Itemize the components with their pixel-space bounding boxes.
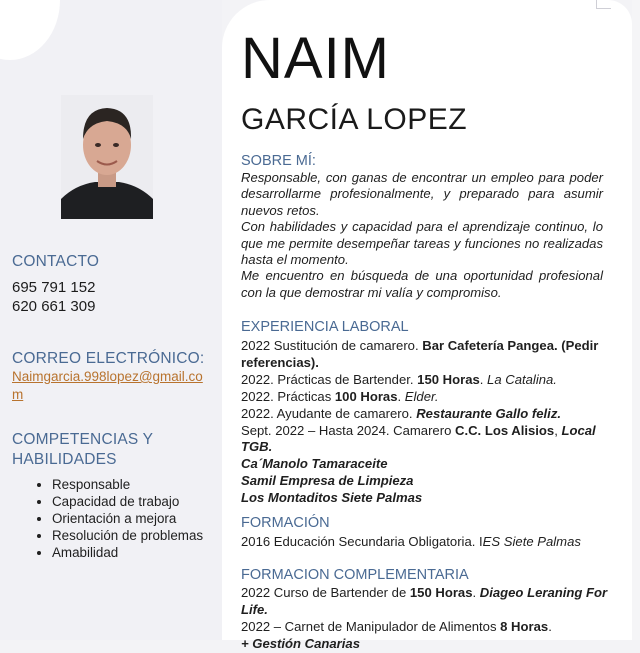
about-text	[241, 170, 603, 301]
about-paragraph: Me encuentro en búsqueda de una oportunidad profesional con la que demostrar mi valía y compromiso.	[241, 268, 603, 300]
about-paragraph: Con habilidades y capacidad para el aprendizaje continuo, lo que me permite desempeñar tareas y funciones no realizadas hasta el momento.	[241, 219, 603, 268]
complementary-heading: FORMACION COMPLEMENTARIA	[241, 567, 469, 583]
complementary-item: 2022 – Carnet de Manipulador de Alimentos 8 Horas.	[241, 618, 552, 634]
first-name: NAIM	[241, 26, 390, 91]
last-name: GARCÍA LOPEZ	[241, 103, 468, 136]
skills-heading-line-1: COMPETENCIAS Y	[12, 431, 154, 448]
experience-item: 2022. Prácticas de Bartender. 150 Horas. La Catalina.	[241, 371, 557, 387]
skill-item: • Capacidad de trabajo	[52, 493, 232, 510]
decorative-blob	[0, 0, 60, 60]
experience-item: 2022 Sustitución de camarero. Bar Cafetería Pangea. (Pedir referencias).	[241, 338, 599, 370]
contact-heading: CONTACTO	[12, 253, 100, 270]
profile-photo-image	[61, 95, 153, 219]
complementary-list	[241, 585, 611, 653]
experience-list	[241, 338, 611, 507]
complementary-item: + Gestión Canarias	[241, 635, 360, 651]
skill-item: • Resolución de problemas	[52, 527, 232, 544]
skill-item: • Responsable	[52, 476, 232, 493]
experience-item: Los Montaditos Siete Palmas	[241, 490, 423, 506]
experience-item: 2022. Prácticas 100 Horas. Elder.	[241, 388, 439, 404]
email-link[interactable]: Naimgarcia.998lopez@gmail.com	[12, 369, 203, 402]
education-heading: FORMACIÓN	[241, 515, 330, 531]
education-item: 2016 Educación Secundaria Obligatoria. IES Siete Palmas	[241, 534, 581, 549]
skill-item: • Orientación a mejora	[52, 510, 232, 527]
phone-2: 620 661 309	[12, 298, 96, 315]
corner-mark	[596, 0, 611, 9]
experience-item: 2022. Ayudante de camarero. Restaurante Gallo feliz.	[241, 405, 562, 421]
experience-item: Samil Empresa de Limpieza	[241, 473, 414, 489]
profile-photo	[61, 95, 153, 219]
skills-list	[36, 476, 232, 561]
experience-item: Ca´Manolo Tamaraceite	[241, 456, 388, 472]
skills-heading-line-2: HABILIDADES	[12, 451, 117, 468]
experience-heading: EXPERIENCIA LABORAL	[241, 319, 409, 335]
about-paragraph: Responsable, con ganas de encontrar un empleo para poder desarrollarme profesionalmente, y preparado para asumir nuevos retos.	[241, 170, 603, 218]
about-heading: SOBRE MÍ:	[241, 153, 316, 169]
experience-item: Sept. 2022 – Hasta 2024. Camarero C.C. Los Alisios, Local TGB.	[241, 422, 596, 455]
email-heading: CORREO ELECTRÓNICO:	[12, 350, 205, 367]
page-edge	[632, 0, 640, 640]
sidebar	[0, 0, 222, 640]
skill-item: • Amabilidad	[52, 544, 232, 561]
phone-1: 695 791 152	[12, 279, 96, 296]
complementary-item: 2022 Curso de Bartender de 150 Horas. Diageo Leraning For Life.	[241, 585, 608, 617]
